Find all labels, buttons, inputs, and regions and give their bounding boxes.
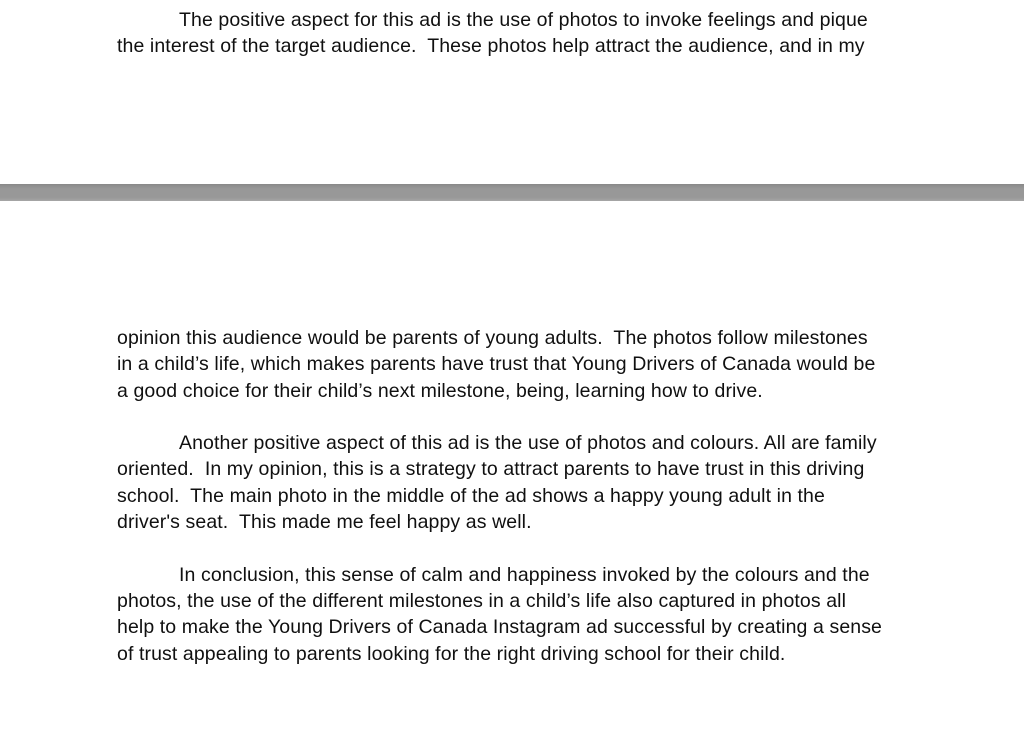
text-line: Another positive aspect of this ad is the use of photos and colours. All are family [179, 432, 877, 455]
paragraph [117, 562, 1006, 667]
text-line: The positive aspect for this ad is the use of photos to invoke feelings and pique [179, 9, 868, 31]
text-line: opinion this audience would be parents of young adults. The photos follow milestones [117, 327, 868, 349]
text-line: driver's seat. This made me feel happy as well. [117, 511, 532, 534]
text-line: a good choice for their child’s next milestone, being, learning how to drive. [117, 379, 763, 402]
page-break-separator [0, 184, 1024, 201]
text-line: In conclusion, this sense of calm and happiness invoked by the colours and the [179, 563, 870, 586]
text-line: the interest of the target audience. These photos help attract the audience, and in my [117, 35, 865, 58]
paragraph [117, 430, 1006, 535]
text-line: school. The main photo in the middle of the ad shows a happy young adult in the [117, 484, 825, 507]
text-line: of trust appealing to parents looking for the right driving school for their child. [117, 642, 786, 665]
text-line: help to make the Young Drivers of Canada Instagram ad successful by creating a sense [117, 616, 883, 639]
paragraph [117, 325, 1006, 404]
document-page-2[interactable] [0, 201, 1024, 730]
paragraph [117, 7, 1006, 60]
text-line: oriented. In my opinion, this is a strategy to attract parents to have trust in this driving [117, 458, 865, 481]
page2-text-block [117, 325, 1006, 667]
text-line: in a child’s life, which makes parents have trust that Young Drivers of Canada would be [117, 353, 876, 376]
document-page-1[interactable] [0, 0, 1024, 184]
page1-text-block [117, 7, 1006, 60]
text-line: photos, the use of the different milestones in a child’s life also captured in photos all [117, 589, 847, 612]
